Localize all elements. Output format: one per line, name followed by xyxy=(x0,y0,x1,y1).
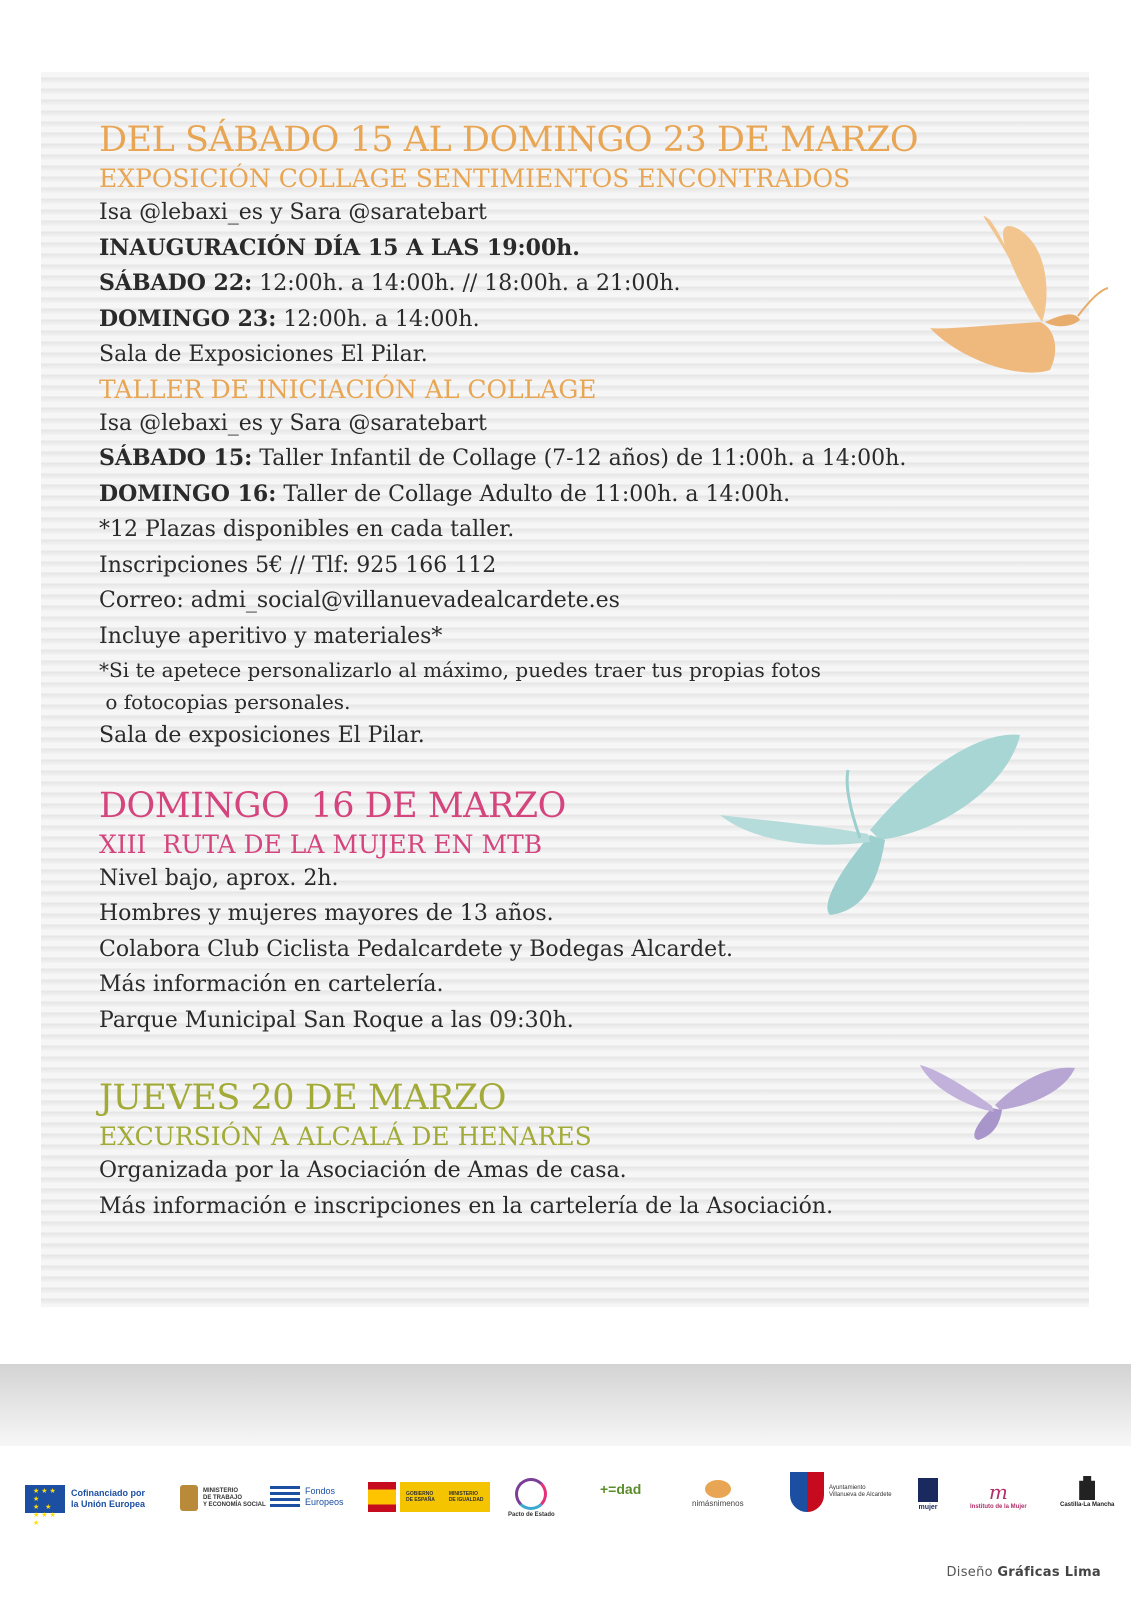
info-line: Isa @lebaxi_es y Sara @saratebart xyxy=(99,410,487,436)
eu-flag-icon: ★ ★ ★ ★ ★ ★ ★ ★ ★ ★ xyxy=(25,1485,65,1513)
town-crest-icon xyxy=(790,1472,824,1512)
info-line: Sala de Exposiciones El Pilar. xyxy=(99,342,428,367)
pacto-estado-logo: Pacto de Estado xyxy=(508,1478,555,1521)
info-line: Más información en cartelería. xyxy=(99,972,444,997)
info-line: INAUGURACIÓN DÍA 15 A LAS 19:00h. xyxy=(99,234,580,261)
section-title: JUEVES 20 DE MARZO xyxy=(99,1078,506,1118)
instituto-icon: m xyxy=(988,1480,1008,1504)
mujer-icon xyxy=(918,1478,938,1502)
info-line: DOMINGO 16: Taller de Collage Adulto de 11:00h. a 14:00h. xyxy=(99,480,791,507)
coat-of-arms-icon xyxy=(180,1485,198,1511)
spain-flag-icon xyxy=(368,1482,396,1512)
info-line: Nivel bajo, aprox. 2h. xyxy=(99,865,339,891)
event-section-ruta-mtb xyxy=(99,784,1059,1039)
event-section-excursion xyxy=(99,1076,1059,1224)
section-subtitle: EXPOSICIÓN COLLAGE SENTIMIENTOS ENCONTRADOS xyxy=(99,164,851,193)
instituto-mujer-logo: m Instituto de la Mujer xyxy=(970,1480,1027,1510)
info-line: Más información e inscripciones en la cartelería de la Asociación. xyxy=(99,1193,834,1219)
design-credit: Diseño Gráficas Lima xyxy=(946,1565,1101,1580)
section-subtitle-taller: TALLER DE INICIACIÓN AL COLLAGE xyxy=(99,374,597,404)
section-title: DEL SÁBADO 15 AL DOMINGO 23 DE MARZO xyxy=(99,120,919,160)
castle-icon xyxy=(1079,1476,1095,1500)
section-title: DOMINGO 16 DE MARZO xyxy=(99,785,566,826)
info-line: Inscripciones 5€ // Tlf: 925 166 112 xyxy=(99,552,497,578)
info-line: Organizada por la Asociación de Amas de casa. xyxy=(99,1158,627,1183)
note-line: *Si te apetece personalizarlo al máximo, puedes traer tus propias fotos xyxy=(99,658,821,682)
fondos-icon xyxy=(270,1486,300,1508)
fondos-europeos-logo: Fondos Europeos xyxy=(270,1486,344,1508)
eu-logo: ★ ★ ★ ★ ★ ★ ★ ★ ★ ★ Cofinanciado por la Unión Europea xyxy=(25,1485,161,1513)
info-line: *12 Plazas disponibles en cada taller. xyxy=(99,517,515,542)
mujer-logo: mujer xyxy=(918,1478,938,1513)
castilla-la-mancha-logo: Castilla-La Mancha xyxy=(1060,1476,1114,1511)
gobierno-igualdad-logo: GOBIERNO DE ESPAÑA MINISTERIO DE IGUALDAD xyxy=(368,1482,490,1512)
nimasnimenos-logo: nimásnimenos xyxy=(692,1480,744,1509)
section-subtitle: XIII RUTA DE LA MUJER EN MTB xyxy=(99,829,543,859)
info-line: Isa @lebaxi_es y Sara @saratebart xyxy=(99,200,487,225)
section-subtitle: EXCURSIÓN A ALCALÁ DE HENARES xyxy=(99,1122,592,1151)
dad-logo: +=dad xyxy=(600,1481,642,1497)
event-list xyxy=(99,118,1059,1224)
info-line: SÁBADO 15: Taller Infantil de Collage (7-12 años) de 11:00h. a 14:00h. xyxy=(99,445,907,471)
info-line: Sala de exposiciones El Pilar. xyxy=(99,723,425,748)
pacto-icon xyxy=(515,1478,547,1510)
event-section-exposicion xyxy=(99,118,1059,754)
info-line: Hombres y mujeres mayores de 13 años. xyxy=(99,901,554,926)
info-line: DOMINGO 23: 12:00h. a 14:00h. xyxy=(99,305,480,332)
ministerio-trabajo-logo: MINISTERIO DE TRABAJO Y ECONOMÍA SOCIAL xyxy=(180,1485,266,1511)
info-line: Colabora Club Ciclista Pedalcardete y Bodegas Alcardet. xyxy=(99,936,734,962)
info-line: Incluye aperitivo y materiales* xyxy=(99,623,443,649)
sponsor-logos xyxy=(0,1460,1131,1530)
info-line: SÁBADO 22: 12:00h. a 14:00h. // 18:00h. a 21:00h. xyxy=(99,270,681,296)
info-line: Parque Municipal San Roque a las 09:30h. xyxy=(99,1007,574,1033)
nimas-icon xyxy=(705,1480,731,1498)
email-line: Correo: admi_social@villanuevadealcardete.es xyxy=(99,588,620,613)
footer-band xyxy=(0,1364,1131,1446)
note-line: o fotocopias personales. xyxy=(99,690,351,714)
ayuntamiento-logo: Ayuntamiento Villanueva de Alcardete xyxy=(790,1472,892,1512)
